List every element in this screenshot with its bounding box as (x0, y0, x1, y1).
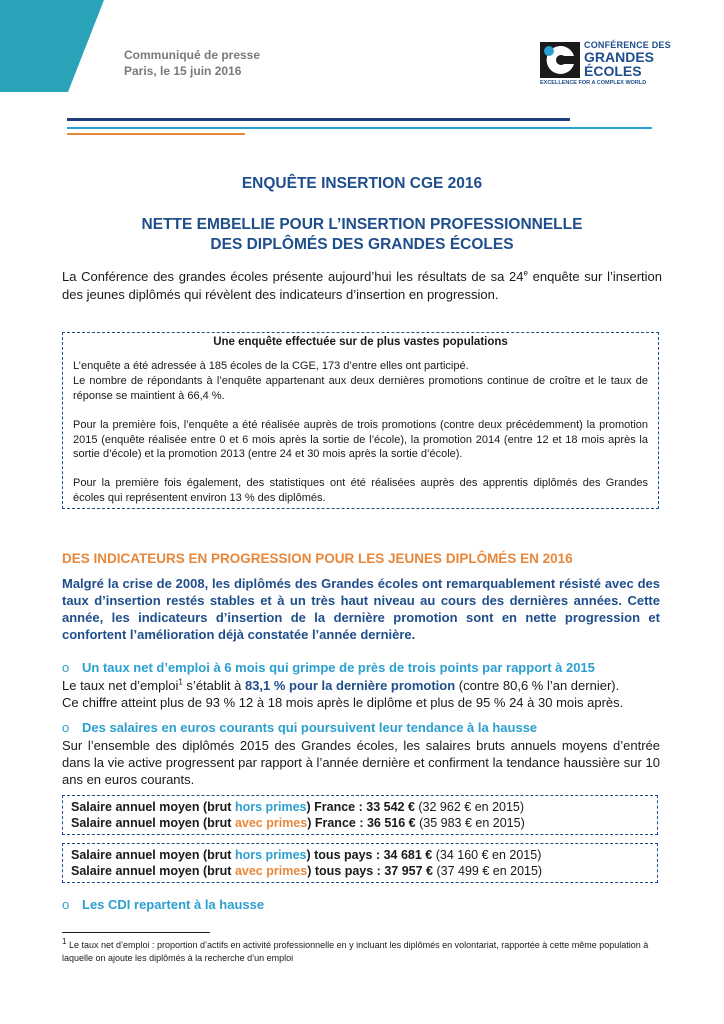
corner-triangle-decoration (0, 0, 104, 92)
header-rule-navy (67, 118, 570, 121)
bullet-title: Un taux net d’emploi à 6 mois qui grimpe de près de trois points par rapport à 2015 (82, 660, 595, 675)
employment-text (62, 677, 660, 711)
info-box-paragraph: L’enquête a été adressée à 185 écoles de la CGE, 173 d’entre elles ont participé. (73, 360, 469, 372)
logo-line1: CONFÉRENCE DES (584, 40, 671, 50)
logo-tagline: EXCELLENCE FOR A COMPLEX WORLD (540, 80, 647, 86)
salary-line (71, 863, 542, 879)
logo-mark-icon (540, 42, 580, 78)
headline-line1: NETTE EMBELLIE POUR L’INSERTION PROFESSIONNELLE (141, 216, 583, 233)
bullet-marker: o (62, 720, 70, 735)
intro-text-a: La Conférence des grandes écoles présente aujourd’hui les résultats de sa 24 (62, 269, 524, 284)
salary-line (71, 847, 541, 863)
cge-logo (540, 40, 671, 94)
bullet-marker: o (62, 897, 70, 912)
bullet-heading-employment (62, 660, 595, 675)
intro-superscript: e (523, 268, 528, 278)
footnote-number: 1 (62, 937, 67, 946)
document-headline (0, 215, 724, 255)
salary-box-all-countries (62, 843, 658, 883)
employment-line2: Ce chiffre atteint plus de 93 % 12 à 18 mois après le diplôme et plus de 95 % 24 à 30 mois après. (62, 695, 624, 710)
salary-value: 33 542 € (366, 800, 415, 814)
salary-line (71, 815, 525, 831)
salary-scope: ) tous pays : (306, 848, 384, 862)
salary-type: avec primes (234, 816, 308, 830)
salary-previous: (32 962 € en 2015) (414, 800, 525, 814)
salary-prefix: Salaire annuel moyen (brut (71, 848, 235, 862)
salary-value: 37 957 € (384, 864, 433, 878)
salary-value: 36 516 € (366, 816, 416, 830)
salary-prefix: Salaire annuel moyen (brut (71, 816, 235, 830)
logo-line2: GRANDES (584, 49, 655, 65)
intro-paragraph (62, 268, 662, 304)
salary-scope: ) France : (306, 800, 367, 814)
bullet-title: Des salaires en euros courants qui poursuivent leur tendance à la hausse (82, 720, 538, 735)
header-rule-blue (67, 127, 652, 129)
press-header (124, 47, 260, 79)
salary-prefix: Salaire annuel moyen (brut (71, 864, 235, 878)
salaries-text: Sur l’ensemble des diplômés 2015 des Grandes écoles, les salaires bruts annuels moyens d’entrée dans la vie active progressent par rapport à l’année dernière et confirment la tendance haussière sur 10 ans en euros courants. (62, 738, 660, 787)
document-title: ENQUÊTE INSERTION CGE 2016 (241, 175, 483, 192)
survey-info-box (62, 332, 659, 509)
info-box-paragraph: Pour la première fois, l’enquête a été réalisée auprès de trois promotions (contre deux précédemment) la promotion 2015 (enquête réalisée entre 0 et 6 mois après la sortie de l’école), la promotion 2014 (entre 12 et 18 mois après la sortie d’école) et la promotion 2013 (entre 24 et 30 mois après la sortie d’école). (73, 419, 648, 460)
bullet-heading-cdi (62, 897, 264, 912)
info-box-paragraph: Pour la première fois également, des statistiques ont été réalisées auprès des apprentis diplômés des Grandes écoles qui représentent environ 13 % des diplômés. (73, 477, 648, 504)
press-label: Communiqué de presse (124, 48, 261, 62)
salary-prefix: Salaire annuel moyen (brut (71, 800, 235, 814)
section-heading: DES INDICATEURS EN PROGRESSION POUR LES JEUNES DIPLÔMÉS EN 2016 (62, 551, 573, 566)
employment-text-a: Le taux net d’emploi (62, 678, 179, 693)
salary-previous: (34 160 € en 2015) (432, 848, 542, 862)
employment-rate: 83,1 % pour la dernière promotion (244, 678, 456, 693)
footnote-ref[interactable]: 1 (178, 677, 183, 687)
bullet-marker: o (62, 660, 70, 675)
headline-line2: DES DIPLÔMÉS DES GRANDES ÉCOLES (210, 236, 514, 253)
employment-text-c: (contre 80,6 % l’an dernier). (455, 678, 620, 693)
bullet-heading-salaries (62, 720, 537, 735)
footnote-rule (62, 932, 210, 933)
logo-line3: ÉCOLES (584, 63, 642, 79)
press-date: Paris, le 15 juin 2016 (124, 64, 242, 78)
intro-text-b: enquête sur l’insertion des jeunes diplômés qui révèlent des indicateurs d’insertion en progression. (62, 269, 662, 302)
salary-previous: (37 499 € en 2015) (432, 864, 543, 878)
header-rule-orange (67, 133, 245, 135)
bullet-title: Les CDI repartent à la hausse (82, 897, 265, 912)
salary-previous: (35 983 € en 2015) (415, 816, 525, 830)
footnote (62, 939, 660, 965)
footnote-text: Le taux net d’emploi : proportion d’actifs en activité professionnelle en y incluant les diplômés en volontariat, rapportée à cette même population à laquelle on ajoute les diplômés à la recherche d’un emploi (62, 940, 649, 963)
salary-box-france (62, 795, 658, 835)
employment-line1 (62, 677, 660, 694)
salary-type: avec primes (234, 864, 308, 878)
salary-type: hors primes (234, 800, 307, 814)
salary-value: 34 681 € (383, 848, 433, 862)
info-box-title: Une enquête effectuée sur de plus vastes populations (213, 336, 508, 348)
section-lead: Malgré la crise de 2008, les diplômés des Grandes écoles ont remarquablement résisté avec des taux d’insertion restés stables et à un très haut niveau au cours des dernières années. Cette année, les indicateurs d’insertion de la dernière promotion sont en nette progression et confortent l’amélioration déjà constatée l’année dernière. (62, 576, 660, 642)
salary-line (71, 799, 524, 815)
salary-type: hors primes (234, 848, 307, 862)
salary-scope: ) tous pays : (307, 864, 385, 878)
salary-scope: ) France : (307, 816, 367, 830)
employment-text-b: s’établit à (182, 678, 245, 693)
info-box-paragraph: Le nombre de répondants à l’enquête appartenant aux deux dernières promotions continue de croître et le taux de réponse se maintient à 66,4 %. (73, 375, 648, 402)
